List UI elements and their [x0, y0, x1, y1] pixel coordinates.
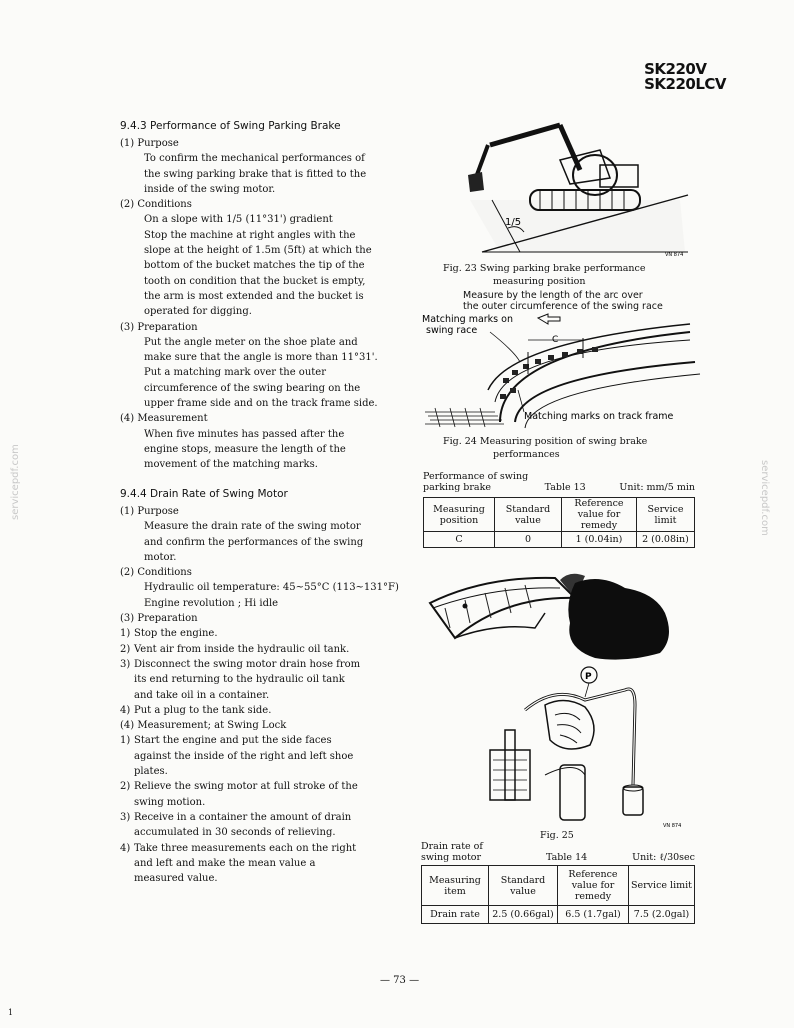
table13-title: Table 13 [544, 482, 586, 493]
table13-header: Reference value for remedy [562, 498, 637, 532]
text-line: make sure that the angle is more than 11°31'. [144, 352, 378, 364]
table13-heading [423, 471, 695, 493]
step-line [120, 672, 430, 687]
text-line: Put the angle meter on the shoe plate and [144, 336, 358, 348]
step-line [120, 810, 430, 825]
table13-cell: C [424, 532, 495, 548]
excavator-arm-illustration [425, 568, 685, 668]
fig23-caption-line2: measuring position [493, 276, 586, 287]
step-text: Relieve the swing motor at full stroke of the [134, 781, 358, 793]
table14-title: Table 14 [546, 852, 588, 863]
fig24-swing-race-drawing [420, 312, 710, 434]
step-number: 1) [120, 735, 131, 747]
step-text: Put a plug to the tank side. [134, 704, 272, 716]
fig23-code: VN 874 [665, 252, 684, 258]
table14-heading [421, 841, 695, 863]
text-line: and confirm the performances of the swing [144, 536, 364, 548]
text-line: engine stops, measure the length of the [144, 443, 346, 455]
fig24-caption-line2: performances [493, 449, 560, 460]
watermark-right: servicepdf.com [759, 460, 770, 536]
fig24-lower-label: Matching marks on track frame [524, 411, 674, 422]
text-line: Put a matching mark over the outer [144, 367, 326, 379]
model-line-1: SK220V [644, 60, 707, 78]
subsection-text [120, 427, 420, 473]
text-line: To confirm the mechanical performances of [144, 153, 365, 165]
step-text: accumulated in 30 seconds of relieving. [134, 827, 336, 839]
table14-pre-line1: Drain rate of [421, 841, 483, 852]
fig24-c-label: C [552, 335, 559, 345]
table13-header: Measuring position [424, 498, 495, 532]
fig24-upper-label-line2: swing race [426, 325, 478, 336]
step-line [120, 779, 430, 794]
section-body [120, 136, 420, 473]
subsection-heading: (2) Conditions [120, 199, 192, 211]
subsection-text [120, 212, 420, 319]
preparation-steps [120, 626, 430, 718]
step-number: 2) [120, 643, 131, 655]
section-9-4-4 [120, 488, 430, 886]
step-line [120, 688, 430, 703]
text-line: circumference of the swing bearing on the [144, 382, 361, 394]
step-text: Vent air from inside the hydraulic oil tank. [134, 643, 350, 655]
table14-header: Measuring item [422, 866, 489, 906]
text-line: Engine revolution ; Hi idle [144, 597, 279, 609]
step-line [120, 764, 430, 779]
text-line: motor. [144, 551, 177, 563]
step-text: Take three measurements each on the right [134, 842, 357, 854]
text-line: inside of the swing motor. [144, 183, 276, 195]
section-9-4-3 [120, 120, 420, 473]
subsection-heading: (4) Measurement [120, 413, 208, 425]
step-text: and left and make the mean value a [134, 857, 316, 869]
step-number: 1) [120, 628, 131, 640]
table13-cell: 2 (0.08in) [637, 532, 695, 548]
table14-cell: Drain rate [422, 906, 489, 924]
fig24-caption [443, 435, 693, 461]
step-number: 4) [120, 704, 131, 716]
model-line-2: SK220LCV [644, 75, 726, 93]
table14-header: Standard value [489, 866, 558, 906]
step-number: 4) [120, 842, 131, 854]
step-line [120, 733, 430, 748]
step-line [120, 703, 430, 718]
table13-pre-line1: Performance of swing [423, 471, 529, 482]
measurement-heading: (4) Measurement; at Swing Lock [120, 720, 287, 732]
step-line [120, 841, 430, 856]
step-text: Disconnect the swing motor drain hose from [134, 658, 361, 670]
watermark-left: servicepdf.com [10, 444, 21, 520]
step-text: Start the engine and put the side faces [134, 735, 332, 747]
fig25-caption: Fig. 25 [540, 830, 574, 841]
table14-header: Service limit [629, 866, 695, 906]
measurement-steps [120, 733, 430, 886]
fig24-upper-label-line1: Matching marks on [422, 314, 513, 325]
fig25-p-label: P [585, 672, 592, 682]
fig24-note-line2: the outer circumference of the swing race [463, 301, 663, 312]
fig25-drain-measurement-drawing [485, 665, 685, 830]
step-text: against the inside of the right and left shoe [134, 750, 354, 762]
table13-unit: Unit: mm/5 min [619, 482, 695, 493]
model-header [644, 62, 726, 92]
step-number: 3) [120, 811, 131, 823]
step-text: its end returning to the hydraulic oil tank [134, 674, 345, 686]
step-number: 3) [120, 658, 131, 670]
table14-pre-line2: swing motor [421, 852, 482, 863]
preparation-heading: (3) Preparation [120, 613, 198, 625]
text-line: upper frame side and on the track frame side. [144, 398, 378, 410]
subsection-text [120, 151, 420, 197]
subsection-heading: (1) Purpose [120, 138, 179, 149]
fig24-note [463, 290, 703, 312]
text-line: operated for digging. [144, 306, 252, 318]
text-line: the swing parking brake that is fitted to the [144, 168, 367, 180]
page-number: — 73 — [380, 975, 420, 986]
table13-cell: 0 [495, 532, 562, 548]
step-text: plates. [134, 766, 168, 778]
step-number: 2) [120, 781, 131, 793]
fig25-code: VN 874 [663, 823, 682, 829]
text-line: slope at the height of 1.5m (5ft) at which the [144, 245, 372, 257]
table13-header: Service limit [637, 498, 695, 532]
table14-cell: 2.5 (0.66gal) [489, 906, 558, 924]
step-line [120, 856, 430, 871]
text-line: On a slope with 1/5 (11°31') gradient [144, 214, 333, 226]
section-title: 9.4.4 Drain Rate of Swing Motor [120, 488, 288, 500]
fig23-excavator-slope-drawing [460, 120, 700, 260]
step-text: Stop the engine. [134, 628, 218, 640]
table13-cell: 1 (0.04in) [562, 532, 637, 548]
text-line: Measure the drain rate of the swing motor [144, 521, 361, 533]
subsection-text [120, 335, 420, 411]
step-text: Receive in a container the amount of drain [134, 811, 352, 823]
text-line: the arm is most extended and the bucket is [144, 290, 364, 302]
subsection-heading: (3) Preparation [120, 321, 198, 333]
step-line [120, 795, 430, 810]
conditions-text [120, 580, 430, 611]
table13 [423, 497, 695, 548]
corner-mark: 1 [8, 1008, 14, 1017]
text-line: tooth on condition that the bucket is empty, [144, 275, 366, 287]
step-line [120, 825, 430, 840]
step-text: measured value. [134, 873, 218, 885]
fig23-caption [443, 262, 683, 288]
fig24-caption-line1: Fig. 24 Measuring position of swing brake [443, 436, 648, 447]
purpose-heading: (1) Purpose [120, 506, 179, 517]
text-line: movement of the matching marks. [144, 459, 318, 471]
step-line [120, 657, 430, 672]
text-line: When five minutes has passed after the [144, 428, 345, 440]
step-line [120, 749, 430, 764]
table13-header: Standard value [495, 498, 562, 532]
conditions-heading: (2) Conditions [120, 567, 192, 579]
step-text: and take oil in a container. [134, 689, 270, 701]
table14 [421, 865, 695, 924]
text-line: Stop the machine at right angles with the [144, 229, 356, 241]
slope-label: 1/5 [505, 217, 522, 228]
step-line [120, 871, 430, 886]
table14-unit: Unit: ℓ/30sec [632, 852, 695, 863]
purpose-text [120, 519, 430, 565]
section-title: 9.4.3 Performance of Swing Parking Brake [120, 120, 341, 132]
fig24-note-line1: Measure by the length of the arc over [463, 290, 643, 301]
step-line [120, 642, 430, 657]
table14-header: Reference value for remedy [558, 866, 629, 906]
text-line: bottom of the bucket matches the tip of the [144, 260, 365, 272]
fig23-caption-line1: Fig. 23 Swing parking brake performance [443, 263, 646, 274]
table14-cell: 6.5 (1.7gal) [558, 906, 629, 924]
step-text: swing motion. [134, 796, 206, 808]
step-line [120, 626, 430, 641]
table13-pre-line2: parking brake [423, 482, 491, 493]
table14-cell: 7.5 (2.0gal) [629, 906, 695, 924]
text-line: Hydraulic oil temperature: 45~55°C (113~131°F) [144, 582, 399, 594]
